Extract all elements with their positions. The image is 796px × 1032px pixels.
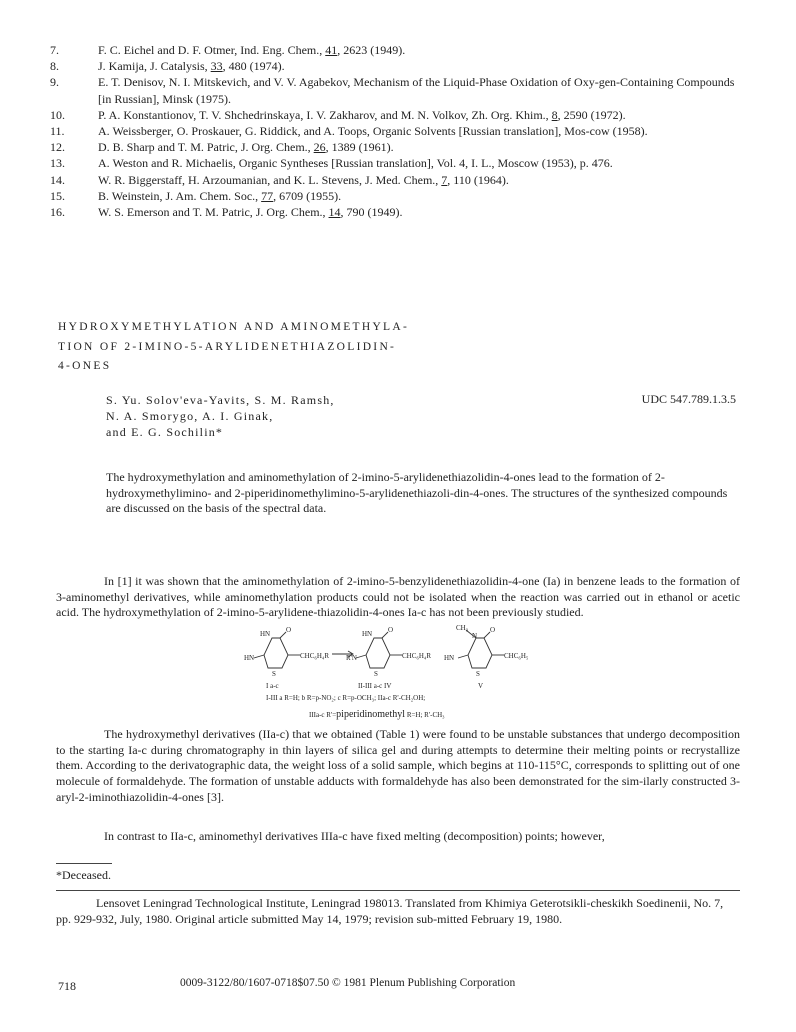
udc-code: UDC 547.789.1.3.5	[641, 392, 736, 406]
reference-pages: , 790 (1949).	[340, 205, 403, 220]
reference-citation: B. Weinstein, J. Am. Chem. Soc.,	[98, 188, 262, 203]
reference-citation: P. A. Konstantionov, T. V. Shchedrinskaya, I. V. Zakharov, and M. N. Volkov, Zh. Org. Khim.,	[98, 107, 552, 122]
reference-number: 12.	[50, 140, 65, 155]
label-hn: HN	[362, 630, 373, 638]
footnote-rule	[56, 863, 112, 864]
reference-citation: D. B. Sharp and T. M. Patric, J. Org. Chem.,	[98, 140, 314, 155]
label-s: S	[272, 670, 276, 678]
article-title	[58, 318, 409, 377]
reference-number: 15.	[50, 188, 65, 203]
reference-citation: W. R. Biggerstaff, H. Arzoumanian, and K. L. Stevens, J. Med. Chem.,	[98, 172, 442, 187]
reference-pages: , 2623 (1949).	[337, 43, 406, 57]
reference-item	[50, 188, 750, 204]
author-line: and E. G. Sochilin*	[106, 425, 224, 439]
reference-text	[98, 139, 750, 155]
label-n: N	[472, 632, 478, 640]
reference-pages: , 2590 (1972).	[557, 107, 626, 122]
reference-item	[50, 172, 750, 188]
reference-number: 8.	[50, 59, 59, 74]
scheme-caption-line-1: I-III a R=H; b R=p-NO₂; c R=p-OCH₃; IIa-c R'-CH₂OH;	[266, 694, 426, 702]
reference-citation: A. Weissberger, O. Proskauer, G. Riddick, and A. Toops, Organic Solvents [Russian translation], Mos-cow (1958).	[98, 124, 648, 139]
reference-citation: W. S. Emerson and T. M. Patric, J. Org. Chem.,	[98, 205, 329, 220]
reference-citation: A. Weston and R. Michaelis, Organic Syntheses [Russian translation], Vol. 4, I. L., Moscow (1953), p. 476.	[98, 156, 613, 171]
reference-volume: 8	[551, 107, 558, 122]
reference-number: 9.	[50, 75, 59, 90]
reference-pages: , 6709 (1955).	[273, 188, 342, 203]
reference-item	[50, 139, 750, 155]
reference-text	[98, 155, 750, 171]
reference-number: 7.	[50, 43, 59, 57]
label-chc6h5: CHC₆H₅	[504, 652, 529, 660]
label-hn: HN	[244, 654, 255, 662]
reference-volume: 7	[441, 172, 448, 187]
caption-prefix: IIIa-c R'=	[309, 711, 337, 719]
reference-item	[50, 123, 750, 139]
caption-piperidinomethyl: piperidinomethyl	[336, 709, 406, 720]
compound-label-i: I a-c	[266, 682, 279, 690]
author-line: S. Yu. Solov'eva-Yavits, S. M. Ramsh,	[106, 393, 335, 407]
reference-text	[98, 58, 750, 74]
reference-volume: 14	[328, 205, 341, 220]
label-o: O	[490, 626, 496, 634]
body-paragraph-1: In [1] it was shown that the aminomethylation of 2-imino-5-benzylidenethiazolidin-4-one (Ia) in benzene leads to the formation of 3-aminomethyl derivatives, while aminomethylation products could not be isolated when the reaction was carried out in ethanol or acetic acid. The hydroxymethylation of 2-imino-5-arylidene-thiazolidin-4-ones Ia-c has not been previously studied.	[56, 574, 740, 620]
label-ch3: CH₃	[456, 624, 469, 632]
reference-list	[50, 42, 750, 220]
scheme-caption-line-2	[309, 709, 445, 720]
footnote: *Deceased.	[56, 868, 111, 882]
reference-volume: 77	[261, 188, 274, 203]
reference-pages: , 110 (1964).	[447, 172, 509, 187]
reference-text	[98, 74, 750, 106]
reference-volume: 33	[210, 59, 223, 74]
reference-citation: F. C. Eichel and D. F. Otmer, Ind. Eng. Chem.,	[98, 43, 326, 57]
label-o: O	[388, 626, 394, 634]
title-line: TION OF 2-IMINO-5-ARYLIDENETHIAZOLIDIN-	[58, 340, 397, 353]
reference-pages: , 1389 (1961).	[325, 140, 394, 155]
compound-label-v: V	[478, 682, 484, 690]
thiazolidine-ring-ii	[366, 638, 390, 668]
affiliation-rule	[56, 890, 740, 891]
label-o: O	[286, 626, 292, 634]
reference-item	[50, 58, 750, 74]
reference-citation: J. Kamija, J. Catalysis,	[98, 59, 211, 74]
caption-suffix: R=H; R'-CH₃	[405, 711, 445, 719]
reference-text	[98, 172, 750, 188]
body-paragraph-2: The hydroxymethyl derivatives (IIa-c) that we obtained (Table 1) were found to be unstable substances that undergo decomposition to the starting Ia-c during chromatography in thin layers of silica gel and during attempts to determine their melting points or recrystallize them. According to the derivatographic data, the weight loss of a solid sample, which begins at 110-115°C, corresponds to splitting out of one molecule of formaldehyde. The formation of unstable adducts with formaldehyde has also been demonstrated for the sim-ilarly constructed 3-aryl-2-iminothiazolidin-4-ones [3].	[56, 727, 740, 804]
label-chc6h4r: CHC₆H₄R	[402, 652, 431, 660]
body-paragraph-3: In contrast to IIa-c, aminomethyl derivatives IIIa-c have fixed melting (decomposition) points; however,	[104, 829, 605, 843]
page-number: 718	[58, 979, 76, 993]
label-rn: R'N	[346, 654, 357, 662]
reference-item	[50, 204, 750, 220]
reference-item	[50, 42, 750, 58]
affiliation-note: Lensovet Leningrad Technological Institute, Leningrad 198013. Translated from Khimiya Geterotsikli-cheskikh Soedinenii, No. 7, pp. 929-932, July, 1980. Original article submitted May 14, 1979; revision sub-mitted February 19, 1980.	[56, 896, 724, 926]
label-hn: HN	[260, 630, 271, 638]
reference-pages: , 480 (1974).	[222, 59, 285, 74]
reference-volume: 41	[325, 43, 338, 57]
copyright-footer: 0009-3122/80/1607-0718$07.50 © 1981 Plenum Publishing Corporation	[180, 977, 516, 989]
reference-item	[50, 74, 750, 106]
reference-number: 11.	[50, 124, 65, 139]
reference-citation: E. T. Denisov, N. I. Mitskevich, and V. V. Agabekov, Mechanism of the Liquid-Phase Oxidation of Oxy-gen-Containing Compounds [in Russian], Minsk (1975).	[98, 75, 735, 106]
label-chc6h4r: CHC₆H₄R	[300, 652, 329, 660]
label-hn: HN	[444, 654, 455, 662]
reference-item	[50, 155, 750, 171]
label-s: S	[476, 670, 480, 678]
reference-text	[98, 107, 750, 123]
title-line: HYDROXYMETHYLATION AND AMINOMETHYLA-	[58, 321, 410, 333]
label-s: S	[374, 670, 378, 678]
reference-number: 16.	[50, 205, 65, 220]
reference-text	[98, 42, 750, 58]
reference-item	[50, 107, 750, 123]
reference-text	[98, 188, 750, 204]
reference-number: 10.	[50, 107, 65, 122]
reference-number: 14.	[50, 172, 65, 187]
title-line: 4-ONES	[58, 360, 112, 373]
reference-volume: 26	[313, 140, 326, 155]
author-list	[106, 392, 335, 440]
thiazolidine-ring-v	[468, 638, 492, 668]
reference-number: 13.	[50, 156, 65, 171]
thiazolidine-ring-i	[264, 638, 288, 668]
reference-text	[98, 123, 750, 139]
abstract: The hydroxymethylation and aminomethylation of 2-imino-5-arylidenethiazolidin-4-ones lead to the formation of 2-hydroxymethylimino- and 2-piperidinomethylimino-5-arylidenethiazoli-din-4-ones. The structures of the synthesized compounds are discussed on the basis of the spectral data.	[106, 470, 728, 516]
author-line: N. A. Smorygo, A. I. Ginak,	[106, 409, 274, 423]
compound-label-ii-iii-iv: II-III a-c IV	[358, 682, 392, 690]
reference-text	[98, 204, 750, 220]
